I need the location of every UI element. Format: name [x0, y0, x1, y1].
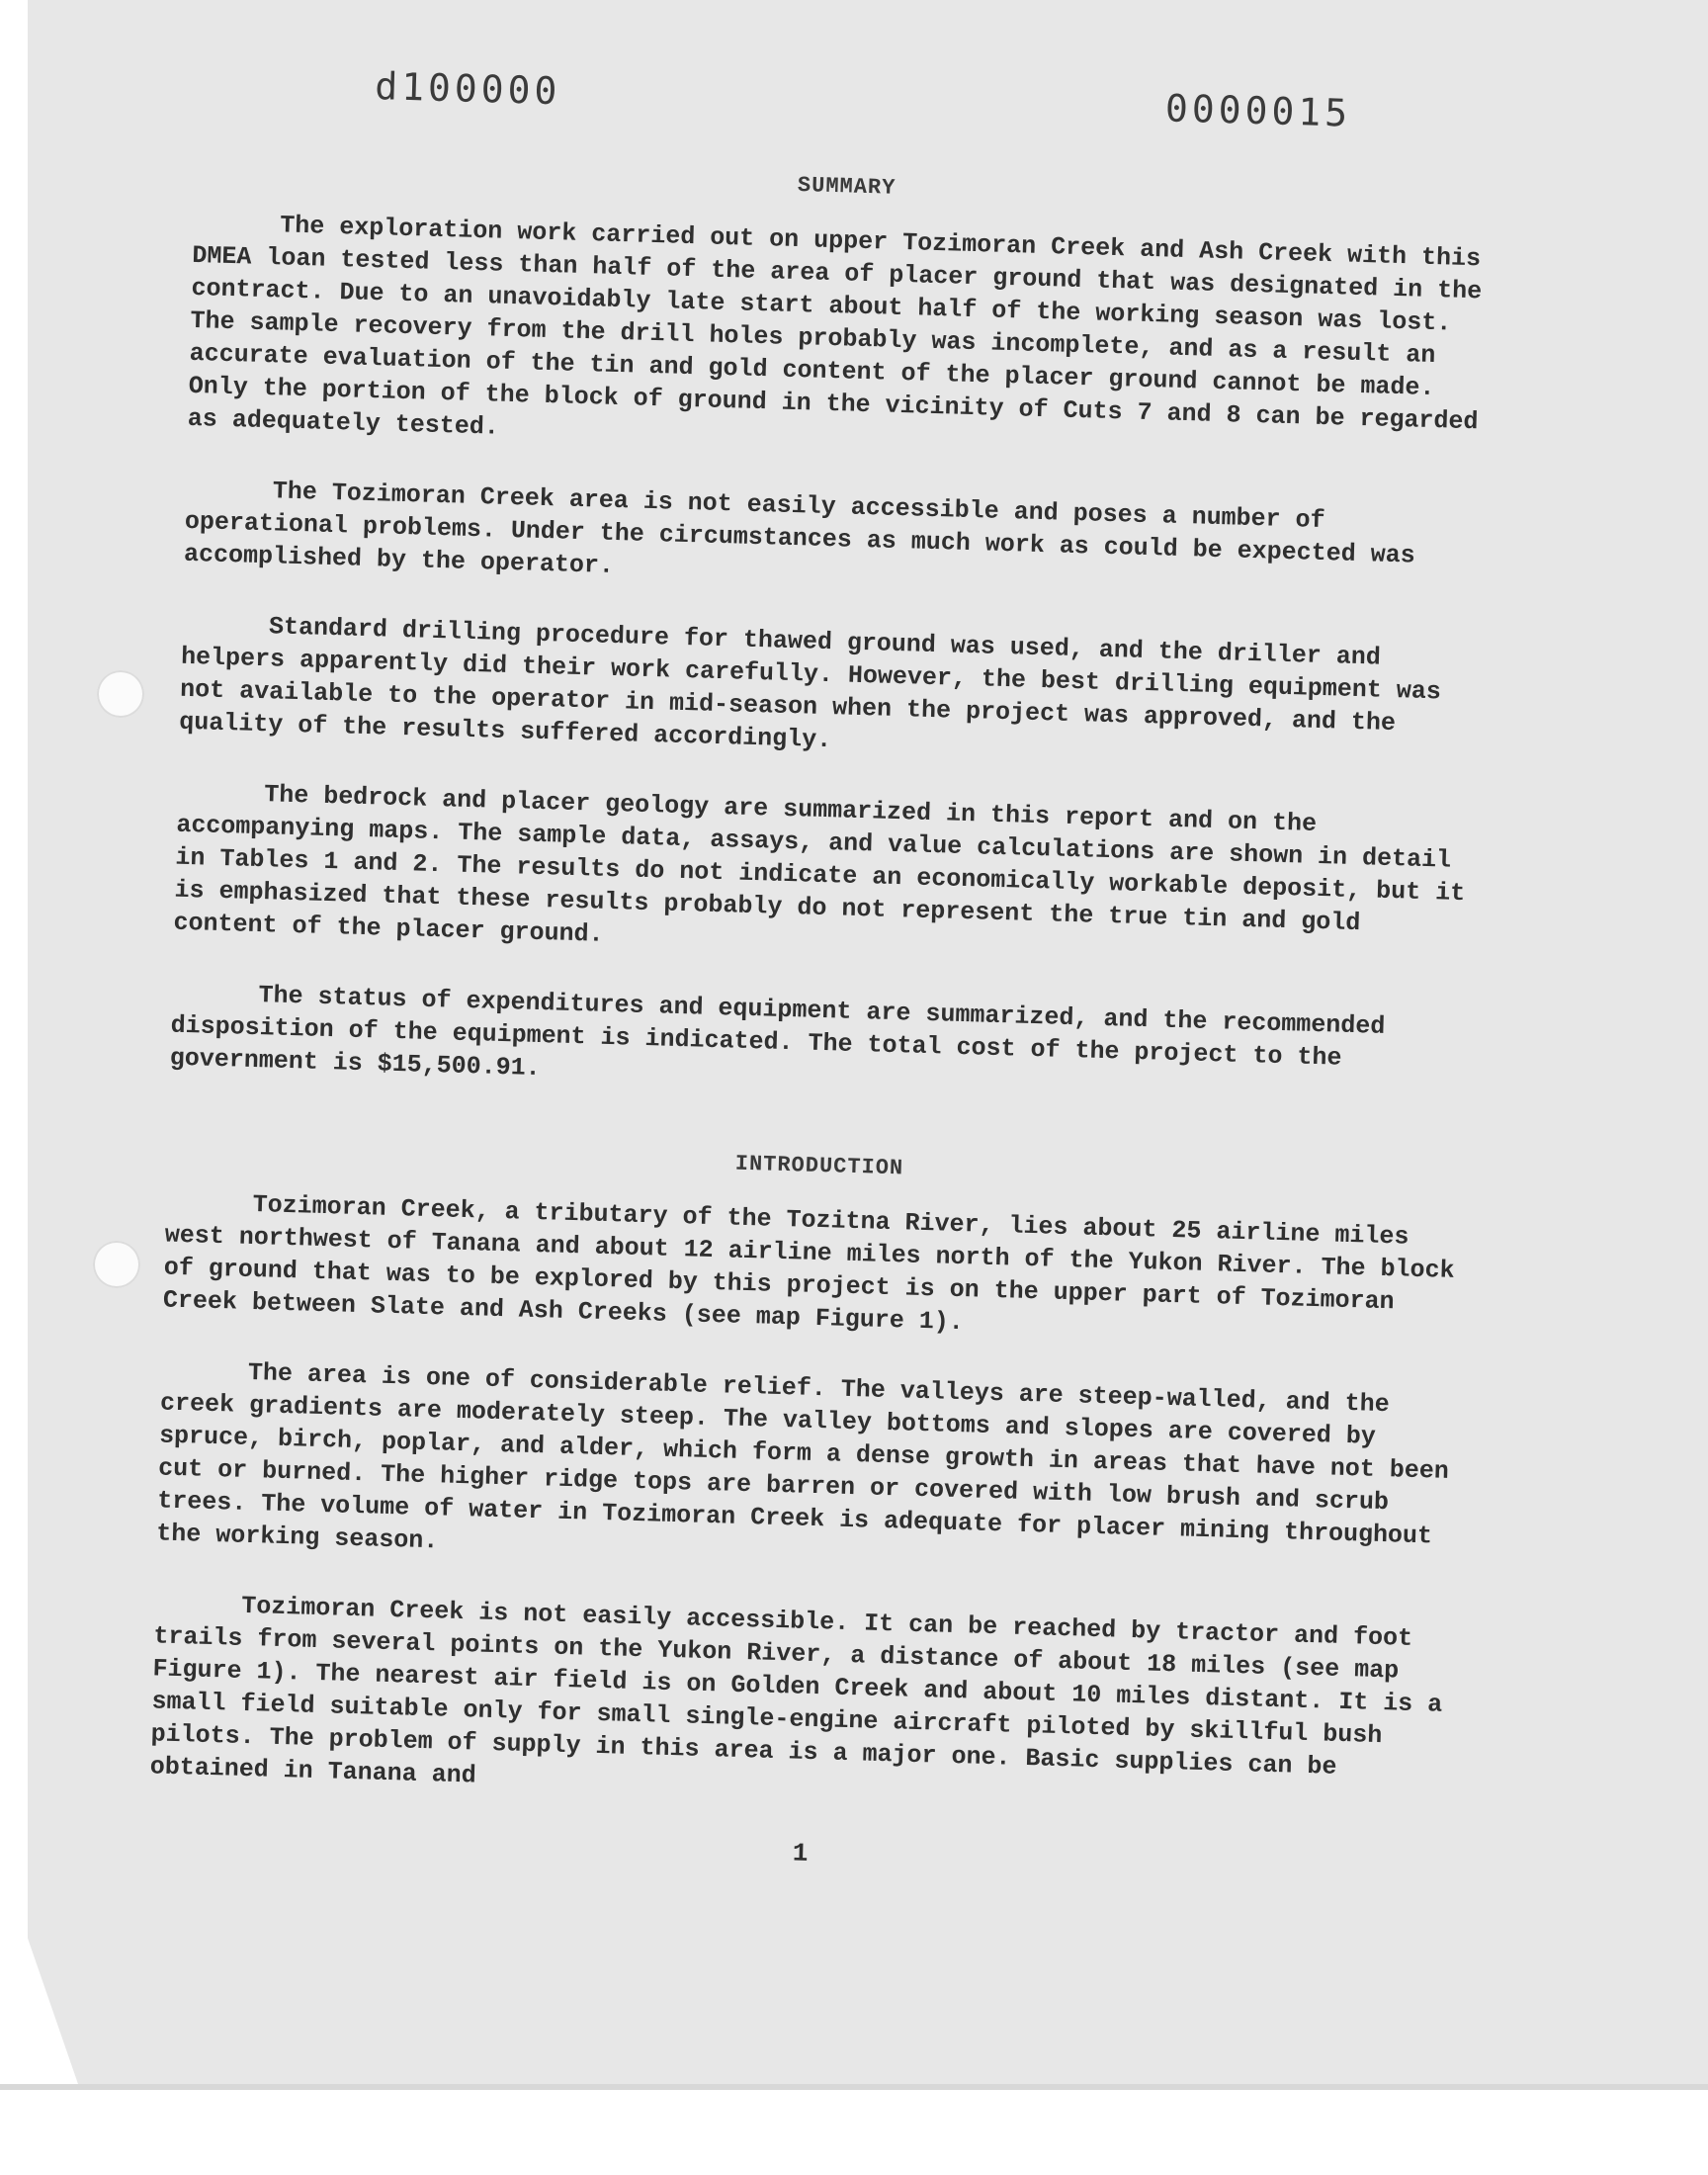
introduction-paragraph-2: The area is one of considerable relief. The valleys are steep-walled, and the creek gradients are moderately steep. The valley bottoms and slopes are covered by spruce, birch, poplar, and alder, which form a dense growth in areas that have not been cut or burned. The higher ridge tops are barren or covered with low brush and scrub trees. The volume of water in Tozimoran Creek is adequate for placer mining throughout the working season. — [155, 1357, 1450, 1556]
summary-paragraph-1: The exploration work carried out on upper Tozimoran Creek and Ash Creek with this DMEA loan tested less than half of the area of placer ground that was designated in the contract. Due to an unavoidably late start about half of the working season was lost. The sample recovery from the drill holes probably was incomplete, and as a result an accurate evaluation of the tin and gold content of the placer ground cannot be made. Only the portion of the block of ground in the vicinity of Cuts 7 and 8 can be regarded as adequately tested. — [187, 211, 1483, 442]
punch-hole-upper — [97, 670, 144, 718]
summary-paragraph-4: The bedrock and placer geology are summarized in this report and on the accompanying maps. The sample data, assays, and value calculations are shown in detail in Tables 1 and 2. The results do not indicate an economically workable deposit, but it is emphasized that these results probably do not represent the true tin and gold content of the placer ground. — [173, 780, 1466, 949]
introduction-paragraph-3: Tozimoran Creek is not easily accessible. It can be reached by tractor and foot trails from several points on the Yukon River, a distance of about 18 miles (see map Figure 1). The nearest air field is on Golden Creek and about 10 miles distant. It is a small field suitable only for small single-engine aircraft piloted by skillful bush pilots. The problem of supply in this area is a major one. Basic supplies can be obtained in Tanana and — [149, 1591, 1443, 1790]
punch-hole-lower — [93, 1241, 140, 1288]
summary-heading: SUMMARY — [797, 173, 897, 201]
page-number: 1 — [792, 1838, 809, 1869]
introduction-paragraph-1: Tozimoran Creek, a tributary of the Tozitna River, lies about 25 airline miles west northwest of Tanana and about 12 airline miles north of the Yukon River. The block of ground that was to be explored by this project is on the upper part of Tozimoran Creek between Slate and Ash Creeks (see map Figure 1). — [162, 1190, 1455, 1338]
sheet-bottom-edge — [0, 2084, 1708, 2090]
introduction-heading: INTRODUCTION — [734, 1151, 904, 1181]
summary-paragraph-2: The Tozimoran Creek area is not easily accessible and poses a number of operational problems. Under the circumstances as much work as could be expected was accomplished by the operator. — [183, 477, 1416, 580]
summary-paragraph-5: The status of expenditures and equipment are summarized, and the recommended disposition of the equipment is indicated. The total cost of the project to the government is $15,500.91. — [169, 981, 1386, 1084]
document-id-left: d100000 — [374, 64, 562, 114]
summary-paragraph-3: Standard drilling procedure for thawed ground was used, and the driller and helpers apparently did their work carefully. However, the best drilling equipment was not available to the operator in mid-season when the project was approved, and the quality of the results suffered accordingly. — [178, 612, 1442, 755]
document-id-right: 0000015 — [1164, 86, 1352, 135]
document-body — [147, 59, 1501, 1886]
